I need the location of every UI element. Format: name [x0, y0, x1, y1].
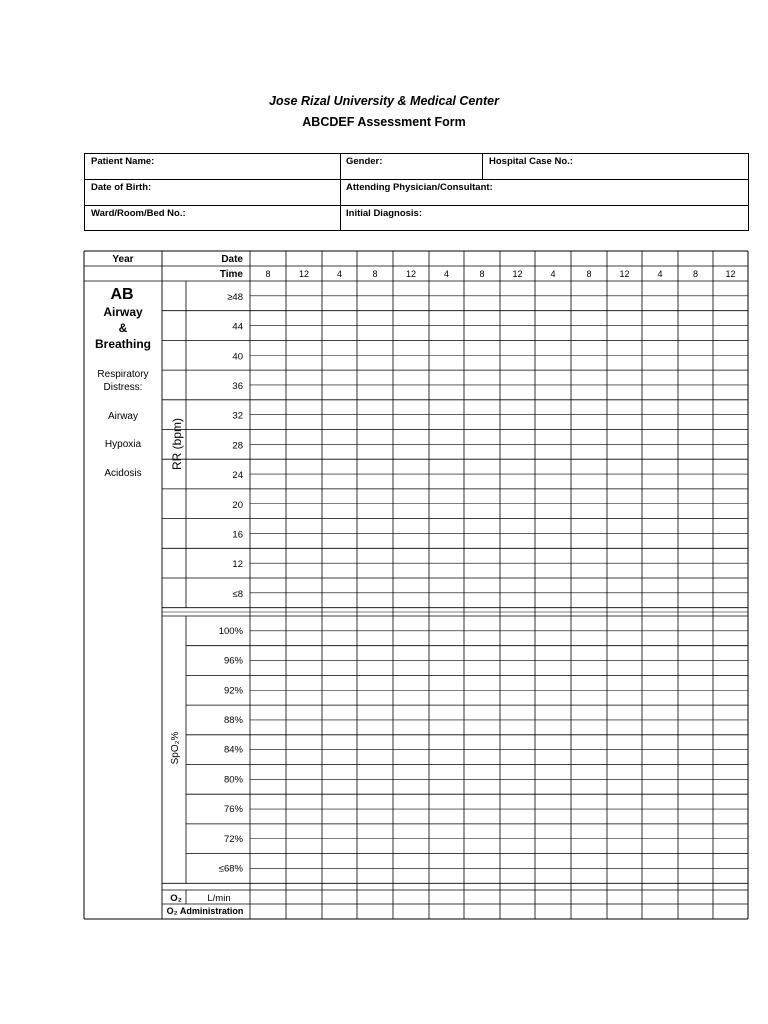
time-value: 8 [479, 269, 485, 279]
spo2-value: 100% [218, 625, 243, 637]
rr-value: 20 [232, 499, 243, 511]
time-value: 12 [405, 269, 417, 279]
note-airway: Airway [107, 411, 139, 422]
time-value: 12 [619, 269, 630, 279]
time-value: 12 [725, 269, 736, 279]
section-name-and: & [118, 321, 128, 335]
section-name-breathing: Breathing [94, 337, 152, 351]
rr-value: ≤8 [232, 588, 243, 600]
o2-unit: L/min [207, 893, 231, 904]
note-hypoxia: Hypoxia [104, 439, 142, 450]
time-value: 8 [372, 269, 378, 279]
gender-field[interactable]: Gender: [346, 156, 383, 167]
rr-value: 32 [232, 410, 243, 422]
section-code: AB [110, 286, 134, 303]
note-acidosis: Acidosis [104, 468, 142, 479]
date-label: Date [221, 254, 243, 265]
time-value: 12 [298, 269, 310, 279]
o2-administration-label: O₂ Administration [166, 906, 244, 916]
spo2-axis-label: SpO₂% [170, 731, 181, 765]
rr-value: 12 [232, 559, 243, 571]
attending-physician-field[interactable]: Attending Physician/Consultant: [346, 182, 493, 193]
time-label: Time [219, 269, 243, 280]
spo2-value: ≤68% [218, 863, 243, 875]
time-value: 8 [265, 269, 271, 279]
section-name-airway: Airway [103, 305, 143, 319]
time-value: 4 [443, 269, 450, 279]
spo2-value: 76% [223, 804, 243, 816]
rr-value: 44 [232, 321, 243, 333]
time-value: 8 [586, 269, 592, 279]
time-value: 4 [657, 269, 663, 279]
o2-label: O₂ [170, 893, 182, 904]
date-of-birth-field[interactable]: Date of Birth: [91, 182, 152, 193]
time-value: 12 [512, 269, 523, 279]
spo2-value: 80% [223, 774, 243, 786]
spo2-value: 92% [223, 685, 243, 697]
rr-value: 36 [232, 380, 243, 392]
rr-value: 24 [232, 470, 243, 482]
institution-title: Jose Rizal University & Medical Center [269, 94, 499, 108]
time-value: 4 [550, 269, 556, 279]
spo2-value: 88% [223, 714, 243, 726]
year-label: Year [112, 254, 134, 265]
time-value: 8 [692, 269, 699, 279]
ward-room-bed-field[interactable]: Ward/Room/Bed No.: [91, 208, 186, 219]
note-respiratory: Respiratory [97, 369, 149, 380]
rr-value: 16 [232, 529, 243, 541]
rr-value: 28 [232, 440, 243, 452]
spo2-value: 84% [223, 744, 243, 756]
form-title: ABCDEF Assessment Form [302, 115, 466, 129]
spo2-value: 72% [223, 833, 243, 845]
initial-diagnosis-field[interactable]: Initial Diagnosis: [346, 208, 423, 219]
rr-value: ≥48 [227, 291, 243, 303]
hospital-case-no-field[interactable]: Hospital Case No.: [489, 156, 573, 167]
spo2-value: 96% [223, 655, 243, 667]
rr-axis-label: RR (bpm) [170, 417, 184, 471]
patient-name-field[interactable]: Patient Name: [91, 156, 155, 167]
note-distress: Distress: [103, 382, 143, 393]
rr-value: 40 [232, 351, 243, 363]
time-value: 4 [336, 269, 343, 279]
